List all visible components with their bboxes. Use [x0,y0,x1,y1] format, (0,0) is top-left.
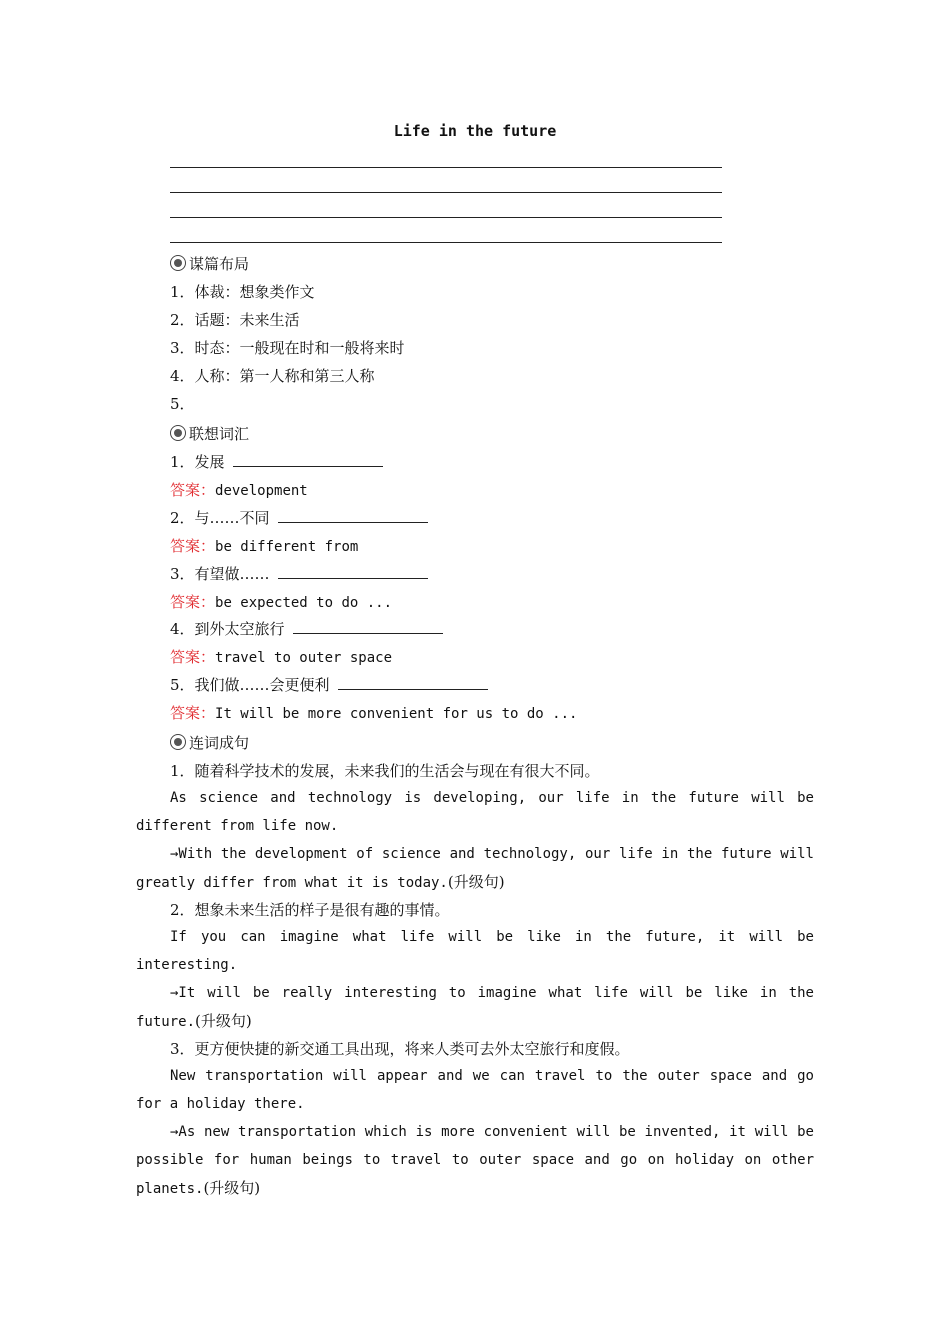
sentence-chinese: 3．更方便快捷的新交通工具出现，将来人类可去外太空旅行和度假。 [170,1040,630,1058]
answer-label: 答案： [170,704,216,722]
layout-item: 3．时态：一般现在时和一般将来时 [170,339,405,357]
bullet-icon [170,425,186,441]
answer-label: 答案： [170,648,216,666]
writing-line [170,242,722,243]
upgrade-tag: (升级句) [447,872,505,891]
vocab-prompt [170,564,428,584]
section-heading-sentences [170,733,249,753]
section-heading-label: 谋篇布局 [189,255,250,273]
writing-line [170,192,722,193]
vocab-answer [170,480,308,501]
vocab-prompt [170,452,383,472]
sentence-chinese: 1．随着科学技术的发展，未来我们的生活会与现在有很大不同。 [170,762,600,780]
answer-blank[interactable] [278,508,428,523]
answer-text: be expected to do ... [215,595,393,611]
sentence-upgrade [136,841,814,898]
answer-text: development [215,483,308,499]
bullet-icon [170,734,186,750]
vocab-prompt [170,675,488,695]
answer-blank[interactable] [338,675,488,690]
vocab-answer [170,647,392,668]
vocab-prompt-text: 3．有望做…… [170,565,270,583]
section-heading-vocab [170,424,249,444]
section-heading-label: 联想词汇 [189,425,250,443]
vocab-prompt-text: 4．到外太空旅行 [170,620,285,638]
writing-line [170,217,722,218]
sentence-upgrade [136,1119,814,1203]
answer-text: be different from [215,539,359,555]
vocab-answer [170,592,392,613]
vocab-answer [170,703,577,724]
vocab-prompt-text: 2．与……不同 [170,509,270,527]
answer-blank[interactable] [293,619,443,634]
upgrade-tag: (升级句) [203,1178,261,1197]
layout-item: 5． [170,395,195,413]
upgrade-tag: (升级句) [195,1011,252,1030]
sentence-basic: New transportation will appear and we can travel to the outer space and go for a holiday there. [136,1068,814,1112]
sentence-chinese: 2．想象未来生活的样子是很有趣的事情。 [170,901,450,919]
answer-blank[interactable] [233,452,383,467]
sentence-basic: If you can imagine what life will be like in the future, it will be interesting. [136,929,814,973]
vocab-prompt [170,508,428,528]
answer-blank[interactable] [278,564,428,579]
section-heading-label: 连词成句 [189,734,250,752]
layout-item: 1．体裁：想象类作文 [170,283,315,301]
sentence-basic: As science and technology is developing, our life in the future will be different from life now. [136,790,814,834]
section-heading-layout [170,254,249,274]
answer-text: It will be more convenient for us to do ... [215,706,578,722]
writing-line [170,167,722,168]
upgrade-text: →It will be really interesting to imagine what life will be like in the future. [136,985,814,1030]
vocab-prompt-text: 1．发展 [170,453,225,471]
answer-text: travel to outer space [215,650,393,666]
layout-item: 2．话题：未来生活 [170,311,300,329]
answer-label: 答案： [170,593,216,611]
sentence-upgrade [136,980,814,1037]
answer-label: 答案： [170,537,216,555]
upgrade-text: →With the development of science and technology, our life in the future will greatly differ from what it is today. [136,846,814,891]
layout-item: 4．人称：第一人称和第三人称 [170,367,375,385]
answer-label: 答案： [170,481,216,499]
bullet-icon [170,255,186,271]
vocab-answer [170,536,358,557]
upgrade-text: →As new transportation which is more convenient will be invented, it will be possible for human beings to travel to outer space and go on holiday on other planets. [136,1124,814,1197]
vocab-prompt-text: 5．我们做……会更便利 [170,676,330,694]
vocab-prompt [170,619,443,639]
page-title: Life in the future [393,122,557,140]
